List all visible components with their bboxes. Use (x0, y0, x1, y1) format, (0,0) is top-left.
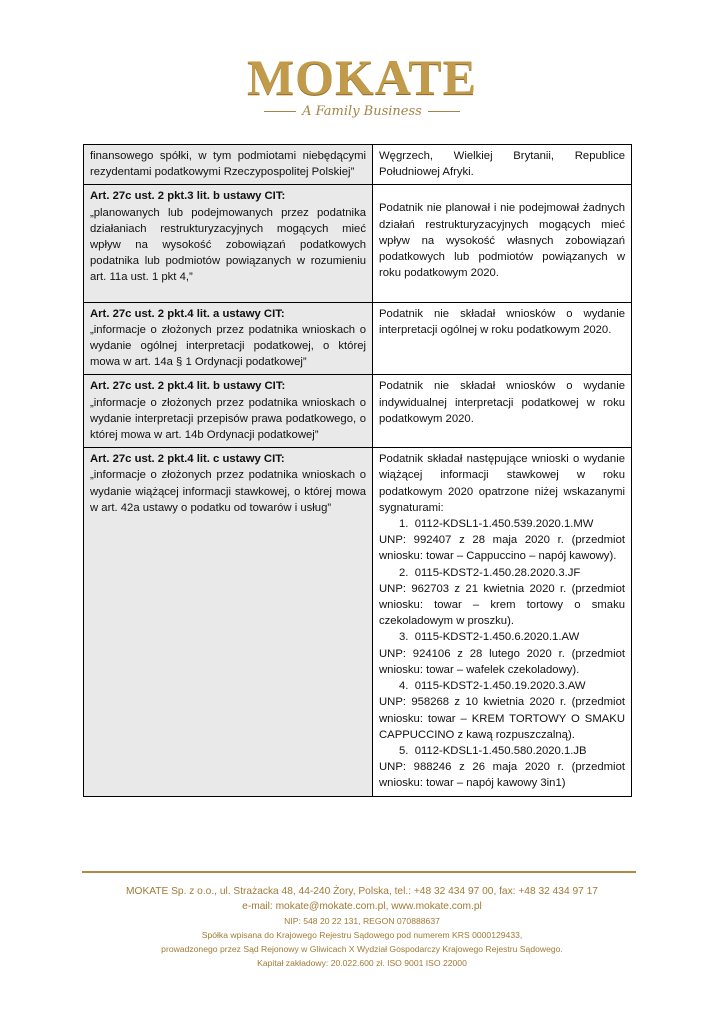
requirement-text: „planowanych lub podejmowanych przez podatnika działaniach restrukturyzacyjnych mogących mieć wpływ na wysokość zobowiązań podatkowych podatnika lub podmiotów powiązanych w rozumieniu art. 11a ust. 1 pkt 4,” (90, 206, 366, 284)
table-row (84, 302, 632, 375)
table-cell-requirement (84, 302, 373, 375)
list-item-signature (379, 516, 625, 532)
table-cell-requirement (84, 448, 373, 796)
footer-court: prowadzonego przez Sąd Rejonowy w Gliwicach X Wydział Gospodarczy Krajowego Rejestru Sądowego. (161, 944, 563, 954)
requirement-text: „informacje o złożonych przez podatnika wnioskach o wydanie wiążącej informacji stawkowej, o której mowa w art. 42a ustawy o podatku od towarów i usług” (90, 469, 366, 514)
table-row (84, 185, 632, 302)
article-reference: Art. 27c ust. 2 pkt.4 lit. b ustawy CIT: (90, 380, 286, 393)
tagline-rule-right (428, 111, 460, 112)
footer-contact: e-mail: mokate@mokate.com.pl, www.mokate.com.pl (242, 901, 482, 912)
response-text: Podatnik nie składał wniosków o wydanie indywidualnej interpretacji podatkowej w roku podatkowym 2020. (379, 380, 625, 425)
list-item (379, 565, 625, 630)
footer-divider (82, 871, 636, 873)
list-item (379, 516, 625, 565)
cell-spacer (379, 188, 625, 200)
table-cell-response (373, 375, 632, 448)
list-item (379, 629, 625, 678)
requirement-text: finansowego spółki, w tym podmiotami niebędącymi rezydentami podatkowymi Rzeczypospolitej Polskiej” (90, 150, 366, 179)
list-item-number: 3. (399, 631, 409, 644)
requirement-text: „informacje o złożonych przez podatnika wnioskach o wydanie ogólnej interpretacji podatkowej, o której mowa w art. 14a § 1 Ordynacji podatkowej” (90, 323, 366, 369)
page-footer (0, 884, 724, 970)
list-item-code: 0112-KDSL1-1.450.580.2020.1.JB (414, 744, 587, 757)
list-item-body: UNP: 992407 z 28 maja 2020 r. (przedmiot wniosku: towar – Cappuccino – napój kawowy). (379, 534, 625, 563)
table-row (84, 375, 632, 448)
requirement-text: „informacje o złożonych przez podatnika wnioskach o wydanie interpretacji przepisów prawa podatkowego, o której mowa w art. 14b Ordynacji podatkowej” (90, 396, 366, 442)
list-item (379, 678, 625, 743)
signature-list (379, 516, 625, 791)
table-cell-requirement (84, 375, 373, 448)
list-item-signature (379, 565, 625, 581)
table-row (84, 145, 632, 185)
table-cell-response (373, 145, 632, 185)
response-text: Podatnik nie planował i nie podejmował żadnych działań restrukturyzacyjnych mogących mieć wpływ na wysokość własnych zobowiązań podatkowych lub podmiotów powiązanych w roku podatkowym 2020. (379, 202, 625, 280)
list-item-number: 2. (399, 566, 409, 579)
table-cell-requirement (84, 145, 373, 185)
list-item-number: 4. (399, 680, 409, 693)
response-text: Podatnik nie składał wniosków o wydanie interpretacji ogólnej w roku podatkowym 2020. (379, 307, 625, 336)
list-item-number: 1. (399, 518, 409, 531)
table-cell-response (373, 302, 632, 375)
list-item-body: UNP: 962703 z 21 kwietnia 2020 r. (przedmiot wniosku: towar – krem tortowy o smaku czekoladowym w proszku). (379, 582, 625, 628)
article-reference: Art. 27c ust. 2 pkt.4 lit. a ustawy CIT: (90, 307, 285, 320)
list-item-signature (379, 629, 625, 645)
table-cell-response (373, 448, 632, 796)
response-text: Węgrzech, Wielkiej Brytanii, Republice Południowej Afryki. (379, 150, 625, 179)
article-reference: Art. 27c ust. 2 pkt.3 lit. b ustawy CIT: (90, 190, 286, 203)
cell-spacer (90, 286, 366, 298)
tagline-rule-left (264, 111, 296, 112)
logo-wordmark: MOKATE (246, 49, 478, 105)
footer-tax-ids: NIP: 548 20 22 131, REGON 070888637 (284, 916, 440, 926)
footer-capital: Kapitał zakładowy: 20.022.600 zł. ISO 9001 ISO 22000 (257, 958, 467, 968)
company-logo (0, 49, 724, 120)
footer-company-address: MOKATE Sp. z o.o., ul. Strażacka 48, 44-240 Żory, Polska, tel.: +48 32 434 97 00, fax: +48 32 434 97 17 (126, 886, 598, 897)
table-row (84, 448, 632, 796)
list-item-signature (379, 743, 625, 759)
list-item-number: 5. (399, 744, 409, 757)
table-cell-response (373, 185, 632, 302)
list-item-body: UNP: 988246 z 26 maja 2020 r. (przedmiot wniosku: towar – napój kawowy 3in1) (379, 761, 625, 790)
tax-info-table (83, 144, 632, 797)
logo-tagline (0, 104, 724, 120)
article-reference: Art. 27c ust. 2 pkt.4 lit. c ustawy CIT: (90, 453, 285, 466)
list-item-signature (379, 678, 625, 694)
list-item-code: 0112-KDSL1-1.450.539.2020.1.MW (414, 518, 594, 531)
list-item-code: 0115-KDST2-1.450.19.2020.3.AW (414, 680, 586, 693)
tagline-text: A Family Business (302, 104, 422, 119)
footer-registry: Spółka wpisana do Krajowego Rejestru Sądowego pod numerem KRS 0000129433, (201, 930, 523, 940)
list-item (379, 743, 625, 792)
list-item-body: UNP: 924106 z 28 lutego 2020 r. (przedmiot wniosku: towar – wafelek czekoladowy). (379, 647, 625, 676)
list-item-code: 0115-KDST2-1.450.28.2020.3.JF (414, 566, 581, 579)
table-cell-requirement (84, 185, 373, 302)
list-item-code: 0115-KDST2-1.450.6.2020.1.AW (414, 631, 580, 644)
list-item-body: UNP: 958268 z 10 kwietnia 2020 r. (przedmiot wniosku: towar – KREM TORTOWY O SMAKU CAPPUCCINO z kawą rozpuszczalną). (379, 696, 625, 741)
response-intro: Podatnik składał następujące wnioski o wydanie wiążącej informacji stawkowej w roku podatkowym 2020 opatrzone niżej wskazanymi sygnaturami: (379, 453, 625, 514)
